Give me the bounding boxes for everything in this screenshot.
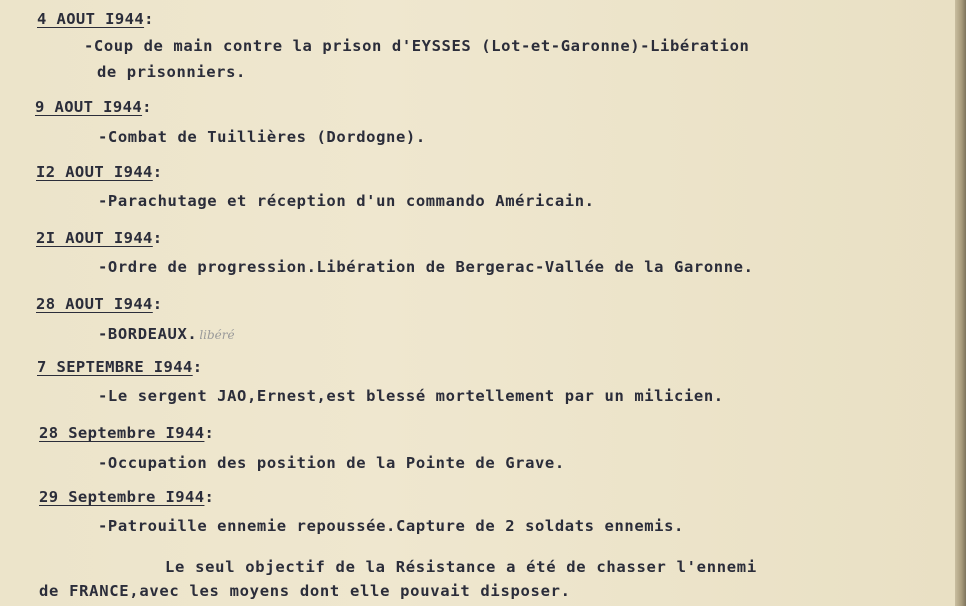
- entry-date: 28 Septembre I944:: [39, 424, 215, 442]
- entry-text: de prisonniers.: [97, 63, 246, 81]
- entry-text: [98, 325, 235, 343]
- entry-date: 7 SEPTEMBRE I944:: [37, 358, 203, 376]
- entry-date: 9 AOUT I944:: [35, 98, 152, 116]
- entry-text: -Patrouille ennemie repoussée.Capture de 2 soldats ennemis.: [98, 517, 684, 535]
- entry-date: 2I AOUT I944:: [36, 229, 163, 247]
- entry-text: -Combat de Tuillières (Dordogne).: [98, 128, 426, 146]
- closing-paragraph-line: Le seul objectif de la Résistance a été de chasser l'ennemi: [165, 558, 757, 576]
- entry-date: 29 Septembre I944:: [39, 488, 215, 506]
- entry-text: -Parachutage et réception d'un commando Américain.: [98, 192, 595, 210]
- entry-text: -Le sergent JAO,Ernest,est blessé mortellement par un milicien.: [98, 387, 724, 405]
- entry-text: -Coup de main contre la prison d'EYSSES (Lot-et-Garonne)-Libération: [84, 37, 750, 55]
- page-edge: [955, 0, 966, 606]
- entry-text: -Ordre de progression.Libération de Bergerac-Vallée de la Garonne.: [98, 258, 754, 276]
- entry-text-main: -BORDEAUX.: [98, 325, 198, 343]
- closing-paragraph-line: de FRANCE,avec les moyens dont elle pouvait disposer.: [39, 582, 571, 600]
- entry-date: 4 AOUT I944:: [37, 10, 154, 28]
- entry-date: 28 AOUT I944:: [36, 295, 163, 313]
- entry-date: I2 AOUT I944:: [36, 163, 163, 181]
- entry-text: -Occupation des position de la Pointe de Grave.: [98, 454, 565, 472]
- pencil-annotation: libéré: [199, 328, 235, 342]
